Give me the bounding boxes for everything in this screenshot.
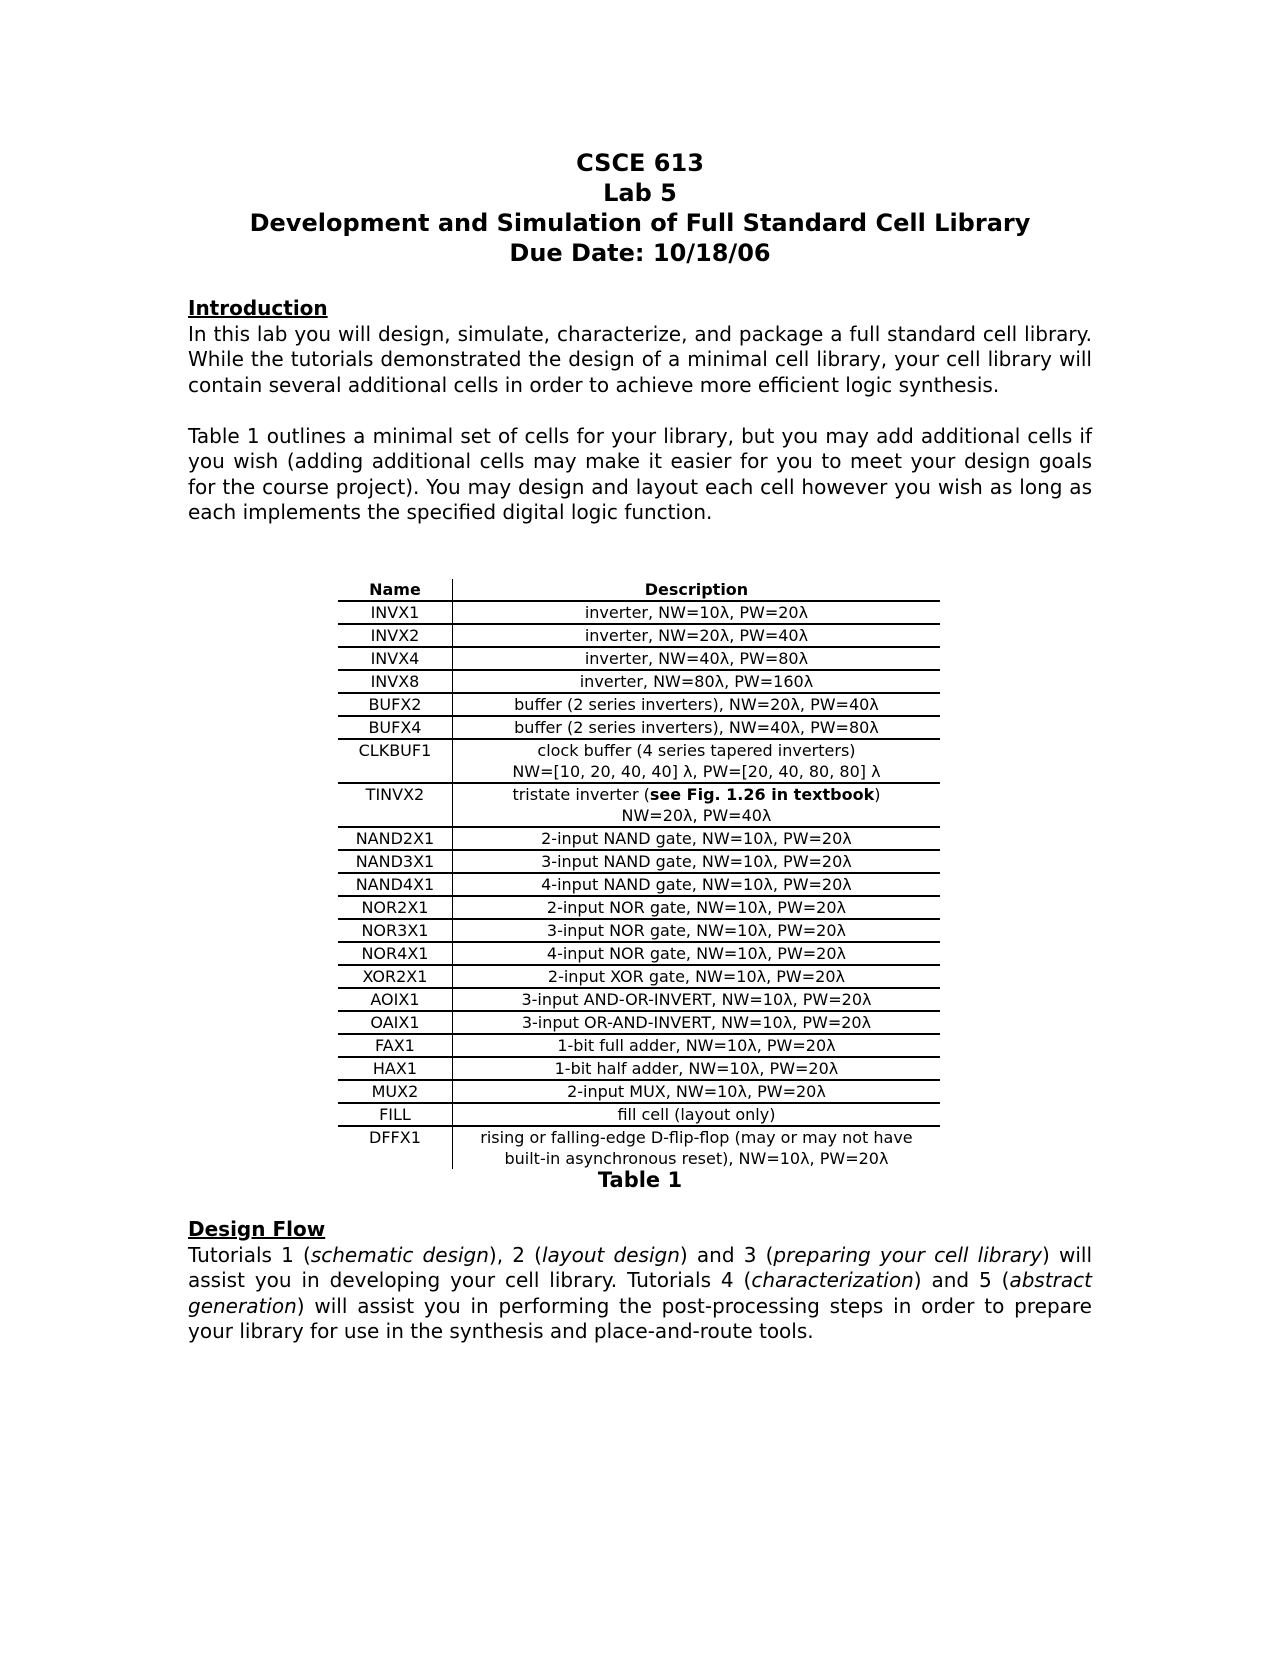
table-body bbox=[338, 601, 940, 1169]
cell-description bbox=[452, 601, 940, 624]
lab-number: Lab 5 bbox=[603, 179, 677, 207]
df-italic-schematic: schematic design bbox=[310, 1242, 489, 1267]
cell-description bbox=[452, 716, 940, 739]
cell-name: MUX2 bbox=[338, 1080, 452, 1103]
table-row bbox=[338, 850, 940, 873]
cell-description bbox=[452, 783, 940, 827]
table-row bbox=[338, 670, 940, 693]
header-description: Description bbox=[452, 579, 940, 601]
description-line-1: 1-bit full adder, NW=10λ, PW=20λ bbox=[557, 1036, 836, 1055]
cell-name: CLKBUF1 bbox=[338, 739, 452, 783]
table-row bbox=[338, 827, 940, 850]
cell-name: FAX1 bbox=[338, 1034, 452, 1057]
description-text: tristate inverter ( bbox=[512, 785, 650, 804]
design-flow-heading: Design Flow bbox=[188, 1217, 326, 1241]
cell-name: NOR3X1 bbox=[338, 919, 452, 942]
introduction-paragraph-1: In this lab you will design, simulate, characterize, and package a full standard cell library. While the tutorials demonstrated the design of a minimal cell library, your cell library will contain several additional cells in order to achieve more efficient logic synthesis. bbox=[188, 321, 1092, 397]
table-row bbox=[338, 942, 940, 965]
cell-description bbox=[452, 624, 940, 647]
table-row bbox=[338, 624, 940, 647]
design-flow-paragraph bbox=[188, 1243, 1092, 1345]
df-italic-layout: layout design bbox=[541, 1242, 680, 1267]
cell-description bbox=[452, 1126, 940, 1169]
df-text-6: ) will assist you in performing the post-processing steps in order to prepare your library for use in the synthesis and place-and-route tools. bbox=[188, 1293, 1092, 1343]
lab-subject: Development and Simulation of Full Standard Cell Library bbox=[249, 209, 1031, 237]
description-line-1: inverter, NW=20λ, PW=40λ bbox=[584, 626, 809, 645]
df-italic-characterization: characterization bbox=[751, 1268, 914, 1292]
cell-description bbox=[452, 988, 940, 1011]
header-name: Name bbox=[338, 579, 452, 601]
cell-name: DFFX1 bbox=[338, 1126, 452, 1169]
table-row bbox=[338, 647, 940, 670]
course-title: CSCE 613 bbox=[576, 149, 704, 177]
cell-description bbox=[452, 1103, 940, 1126]
cell-description bbox=[452, 1080, 940, 1103]
description-bold-reference: see Fig. 1.26 in textbook bbox=[649, 785, 875, 804]
cell-name: BUFX2 bbox=[338, 693, 452, 716]
df-text-3: ) and 3 ( bbox=[679, 1242, 774, 1267]
cell-description bbox=[452, 739, 940, 783]
cell-description bbox=[452, 827, 940, 850]
cell-description bbox=[452, 873, 940, 896]
description-line-1: 2-input XOR gate, NW=10λ, PW=20λ bbox=[547, 967, 845, 986]
description-line-1: inverter, NW=10λ, PW=20λ bbox=[584, 603, 809, 622]
table-row bbox=[338, 1103, 940, 1126]
cell-name: INVX8 bbox=[338, 670, 452, 693]
description-line-1: rising or falling-edge D-flip-flop (may or may not have bbox=[480, 1128, 913, 1147]
cell-name: NOR2X1 bbox=[338, 896, 452, 919]
cell-name: AOIX1 bbox=[338, 988, 452, 1011]
cell-name: NOR4X1 bbox=[338, 942, 452, 965]
table-caption: Table 1 bbox=[597, 1168, 683, 1192]
df-italic-preparing: preparing your cell library bbox=[773, 1242, 1043, 1267]
df-text-1: Tutorials 1 ( bbox=[188, 1242, 311, 1267]
cell-library-table bbox=[338, 579, 940, 1169]
cell-description bbox=[452, 850, 940, 873]
introduction-heading: Introduction bbox=[188, 296, 328, 320]
cell-name: TINVX2 bbox=[338, 783, 452, 827]
description-line-1: 1-bit half adder, NW=10λ, PW=20λ bbox=[554, 1059, 839, 1078]
description-line-1: 2-input MUX, NW=10λ, PW=20λ bbox=[567, 1082, 826, 1101]
description-line-1: 3-input NOR gate, NW=10λ, PW=20λ bbox=[546, 921, 846, 940]
cell-name: BUFX4 bbox=[338, 716, 452, 739]
cell-name: NAND4X1 bbox=[338, 873, 452, 896]
cell-description bbox=[452, 1057, 940, 1080]
df-text-2: ), 2 ( bbox=[488, 1242, 542, 1267]
df-text-4: ) will assist you in developing your cell library. Tutorials 4 ( bbox=[188, 1242, 1093, 1292]
description-line-1: 3-input AND-OR-INVERT, NW=10λ, PW=20λ bbox=[521, 990, 872, 1009]
cell-name: INVX4 bbox=[338, 647, 452, 670]
table-row bbox=[338, 1034, 940, 1057]
cell-name: OAIX1 bbox=[338, 1011, 452, 1034]
cell-name: INVX1 bbox=[338, 601, 452, 624]
table-row bbox=[338, 601, 940, 624]
table-row bbox=[338, 1057, 940, 1080]
df-text-5: ) and 5 ( bbox=[913, 1268, 1010, 1292]
introduction-section bbox=[188, 296, 1092, 526]
table-row bbox=[338, 965, 940, 988]
description-line-1: 4-input NOR gate, NW=10λ, PW=20λ bbox=[546, 944, 846, 963]
cell-description bbox=[452, 693, 940, 716]
table-row bbox=[338, 1126, 940, 1169]
description-text: ) bbox=[874, 785, 881, 804]
cell-library-table-wrapper bbox=[338, 579, 940, 1169]
description-line-1: 3-input OR-AND-INVERT, NW=10λ, PW=20λ bbox=[521, 1013, 872, 1032]
cell-description bbox=[452, 942, 940, 965]
due-date: Due Date: 10/18/06 bbox=[509, 239, 771, 267]
description-line-2: built-in asynchronous reset), NW=10λ, PW=20λ bbox=[504, 1149, 889, 1168]
description-line-2: NW=20λ, PW=40λ bbox=[621, 806, 772, 825]
description-line-1 bbox=[453, 784, 940, 805]
title-block bbox=[0, 148, 1280, 268]
cell-description bbox=[452, 896, 940, 919]
cell-name: NAND3X1 bbox=[338, 850, 452, 873]
table-row bbox=[338, 693, 940, 716]
table-row bbox=[338, 896, 940, 919]
cell-name: XOR2X1 bbox=[338, 965, 452, 988]
cell-description bbox=[452, 1011, 940, 1034]
description-line-1: 3-input NAND gate, NW=10λ, PW=20λ bbox=[541, 852, 852, 871]
cell-name: INVX2 bbox=[338, 624, 452, 647]
table-row bbox=[338, 716, 940, 739]
description-line-1: inverter, NW=80λ, PW=160λ bbox=[579, 672, 814, 691]
description-line-1: 4-input NAND gate, NW=10λ, PW=20λ bbox=[541, 875, 852, 894]
description-line-1: 2-input NAND gate, NW=10λ, PW=20λ bbox=[541, 829, 852, 848]
table-row bbox=[338, 739, 940, 783]
description-line-1: buffer (2 series inverters), NW=20λ, PW=40λ bbox=[514, 695, 879, 714]
table-row bbox=[338, 783, 940, 827]
cell-description bbox=[452, 919, 940, 942]
cell-name: FILL bbox=[338, 1103, 452, 1126]
description-line-1: fill cell (layout only) bbox=[617, 1105, 776, 1124]
cell-name: NAND2X1 bbox=[338, 827, 452, 850]
description-line-1: buffer (2 series inverters), NW=40λ, PW=80λ bbox=[514, 718, 879, 737]
df-italic-abstract: abstract generation bbox=[188, 1268, 1092, 1318]
table-row bbox=[338, 919, 940, 942]
cell-description bbox=[452, 965, 940, 988]
table-row bbox=[338, 1080, 940, 1103]
cell-description bbox=[452, 1034, 940, 1057]
cell-description bbox=[452, 647, 940, 670]
description-line-2: NW=[10, 20, 40, 40] λ, PW=[20, 40, 80, 80] λ bbox=[512, 762, 881, 781]
cell-name: HAX1 bbox=[338, 1057, 452, 1080]
table-row bbox=[338, 988, 940, 1011]
description-line-1: clock buffer (4 series tapered inverters) bbox=[537, 741, 856, 760]
design-flow-section bbox=[188, 1217, 1092, 1345]
description-line-1: 2-input NOR gate, NW=10λ, PW=20λ bbox=[546, 898, 846, 917]
description-line-1: inverter, NW=40λ, PW=80λ bbox=[584, 649, 809, 668]
table-row bbox=[338, 1011, 940, 1034]
table-row bbox=[338, 873, 940, 896]
table-header-row bbox=[338, 579, 940, 601]
cell-description bbox=[452, 670, 940, 693]
introduction-paragraph-2: Table 1 outlines a minimal set of cells for your library, but you may add additional cells if you wish (adding additional cells may make it easier for you to meet your design goals for the course project). You may design and layout each cell however you wish as long as each implements the specified digital logic function. bbox=[188, 423, 1092, 524]
